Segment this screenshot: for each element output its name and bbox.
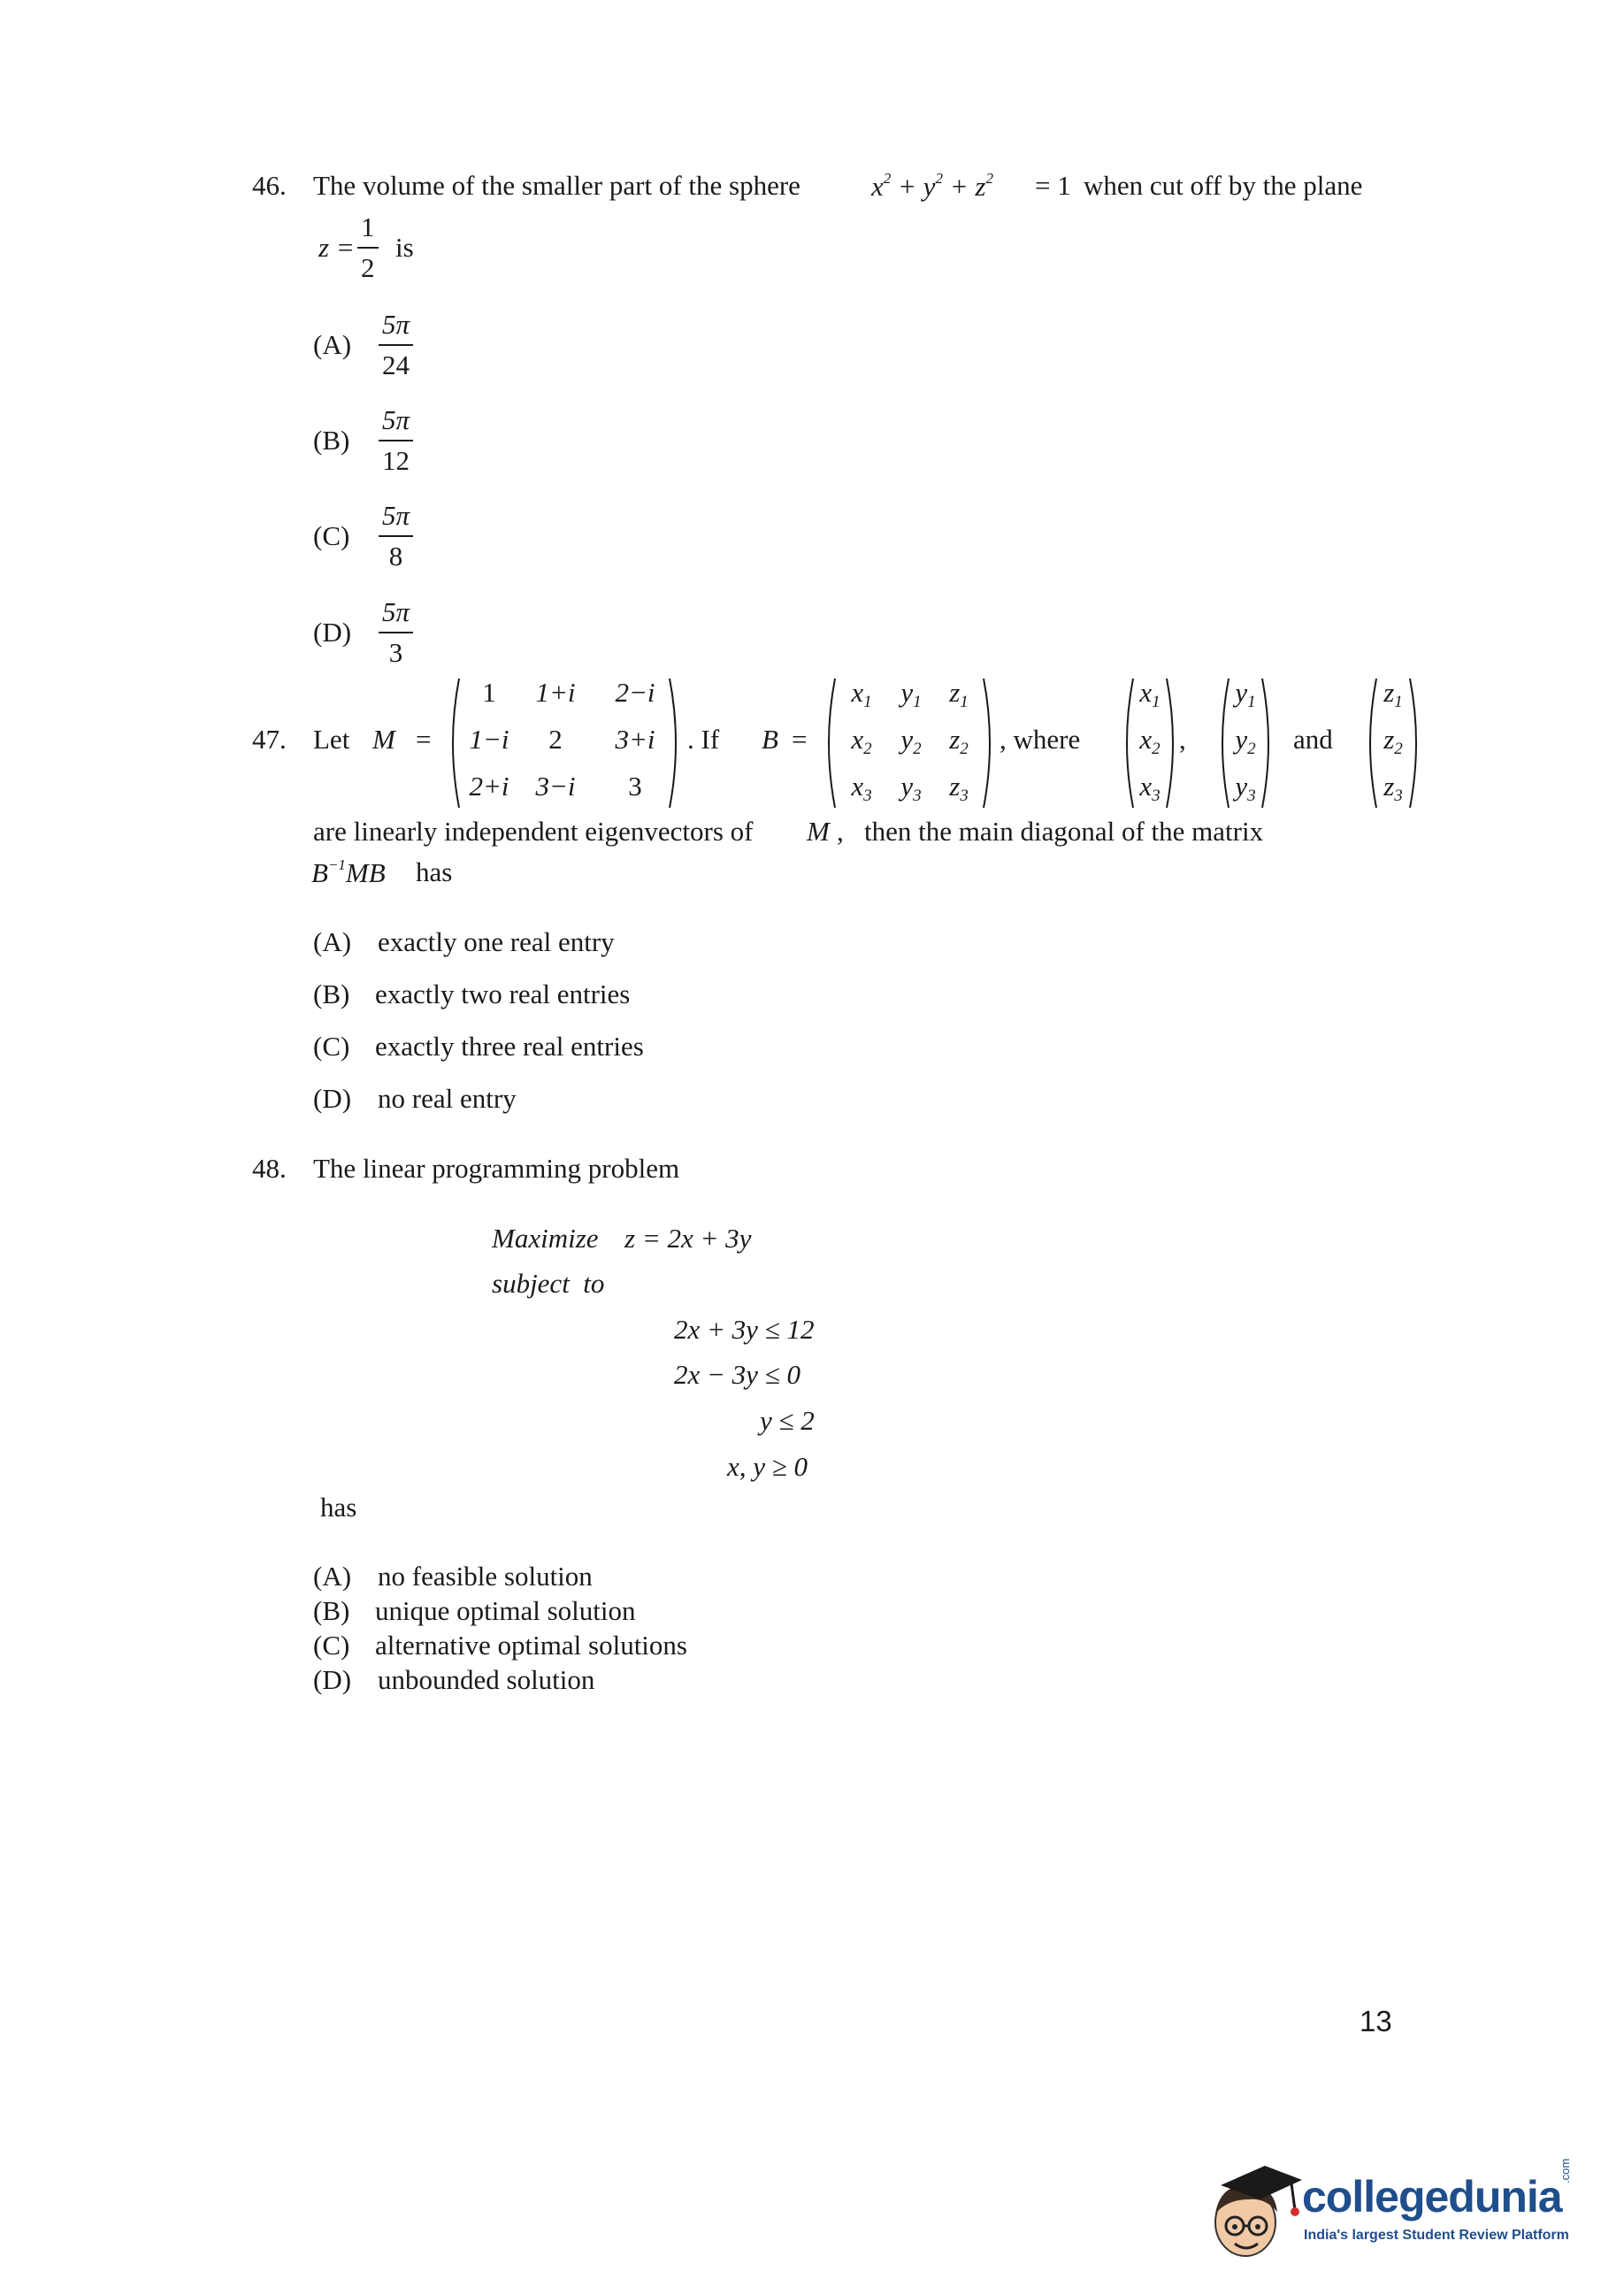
q46-sphere-equation: $x^2 + y^2 + z^2$ [871, 170, 993, 202]
cell-sub: 2 [1247, 740, 1256, 758]
q47-line2-a: are linearly independent eigenvectors of [313, 816, 754, 847]
q47-equals: = [416, 724, 432, 755]
logo-suffix: .com [1559, 2158, 1572, 2183]
option-label: (A) [313, 1561, 352, 1592]
cell-var: z [1383, 771, 1395, 802]
option-text: exactly two real entries [375, 978, 631, 1009]
q46-is: is [395, 232, 414, 263]
option-fraction [379, 498, 413, 574]
option-fraction [379, 403, 413, 479]
option-text: exactly three real entries [375, 1031, 644, 1062]
cell-var: x [851, 677, 864, 708]
cell-var: x [1139, 771, 1153, 802]
option-label: (A) [313, 926, 352, 957]
cell-var: y [1235, 677, 1248, 708]
q47-and: and [1293, 724, 1333, 755]
q47-period-if: . If [687, 724, 720, 755]
matrix-cell [837, 771, 886, 806]
q48-constraint: 2x + 3y ≤ 12 [674, 1314, 815, 1345]
q48-number: 48. [252, 1153, 287, 1184]
page-number: 13 [1360, 2005, 1392, 2037]
matrix-cell [934, 724, 984, 759]
cell-var: z [949, 724, 961, 755]
cell-sub: 2 [1152, 740, 1161, 758]
cell-sub: 1 [863, 693, 872, 711]
binv-sup: −1 [327, 856, 346, 873]
matrix-M [445, 677, 684, 810]
matrix-cell [837, 724, 886, 759]
cell-var: x [1139, 677, 1153, 708]
fraction-numerator: 1 [357, 210, 379, 249]
q47-comma: , [1179, 724, 1186, 755]
q46-text: The volume of the smaller part of the sphere [313, 170, 801, 201]
q47-line2-b: , then the main diagonal of the matrix [837, 816, 1264, 847]
option-text: no real entry [378, 1083, 517, 1114]
cell-sub: 2 [863, 740, 872, 758]
cell-var: y [900, 677, 914, 708]
q48-has: has [320, 1492, 357, 1523]
q48-constraint: 2x − 3y ≤ 0 [674, 1359, 801, 1390]
q48-objective: z = 2x + 3y [624, 1223, 752, 1254]
vector-cell [1220, 724, 1271, 759]
option-label: (D) [313, 1664, 352, 1695]
fraction-denominator: 8 [388, 541, 403, 572]
option-text: exactly one real entry [378, 926, 615, 957]
matrix-cell: 2−i [615, 677, 655, 708]
binv-MB: MB [345, 857, 386, 888]
left-paren [821, 677, 839, 810]
cell-sub: 1 [960, 693, 969, 711]
matrix-cell: 1+i [535, 677, 576, 708]
cell-var: y [1235, 771, 1248, 802]
option-label: (C) [313, 1630, 350, 1661]
cell-var: y [1235, 724, 1248, 755]
q47-B-symbol: B [762, 724, 778, 755]
cell-sub: 3 [1152, 787, 1161, 805]
q47-line2-M: M [807, 816, 830, 847]
q48-text: The linear programming problem [313, 1153, 680, 1184]
mascot-icon [1203, 2159, 1309, 2265]
q46-number: 46. [252, 170, 287, 201]
fraction-denominator: 24 [382, 349, 410, 380]
q46-plane-fraction [357, 210, 379, 286]
option-text: no feasible solution [378, 1561, 593, 1592]
matrix-cell [837, 677, 886, 712]
vector-z [1362, 677, 1424, 810]
cell-var: x [851, 771, 864, 802]
q47-binv-expression [311, 856, 386, 889]
option-text: unique optimal solution [375, 1595, 636, 1626]
binv-B: B [311, 857, 328, 888]
cell-sub: 3 [863, 787, 872, 805]
matrix-cell [886, 771, 936, 806]
q47-let: Let [313, 724, 350, 755]
q47-M-symbol: M [372, 724, 395, 755]
cell-sub: 3 [913, 787, 922, 805]
cell-sub: 1 [1152, 693, 1161, 711]
cell-var: y [900, 771, 914, 802]
vector-x [1119, 677, 1181, 810]
cell-sub: 3 [1394, 787, 1403, 805]
q47-number: 47. [252, 724, 287, 755]
cell-sub: 1 [913, 693, 922, 711]
cell-var: y [900, 724, 914, 755]
fraction-numerator: 5π [379, 307, 413, 346]
fraction-numerator: 5π [379, 403, 413, 441]
option-label: (C) [313, 520, 350, 551]
option-fraction [379, 595, 413, 671]
matrix-cell: 3+i [615, 724, 655, 755]
fraction-numerator: 5π [379, 498, 413, 537]
cell-var: x [1139, 724, 1153, 755]
option-label: (D) [313, 617, 352, 648]
matrix-cell [934, 677, 984, 712]
cell-sub: 2 [1394, 740, 1403, 758]
cell-sub: 3 [960, 787, 969, 805]
option-label: (C) [313, 1031, 350, 1062]
option-label: (A) [313, 329, 352, 360]
matrix-cell [934, 771, 984, 806]
vector-cell [1367, 771, 1419, 806]
cell-sub: 1 [1394, 693, 1403, 711]
vector-cell [1124, 677, 1176, 712]
logo-tagline: India's largest Student Review Platform [1304, 2228, 1569, 2243]
q48-subject-to: subject to [492, 1268, 605, 1299]
option-label: (D) [313, 1083, 352, 1114]
matrix-cell [886, 724, 936, 759]
q48-constraint: x, y ≥ 0 [727, 1451, 808, 1482]
logo-name: collegedunia [1302, 2172, 1562, 2221]
collegedunia-logo [1203, 2159, 1583, 2265]
q47-comma-where: , where [1000, 724, 1081, 755]
matrix-cell: 3−i [535, 771, 576, 802]
cell-sub: 1 [1247, 693, 1256, 711]
option-text: alternative optimal solutions [375, 1630, 687, 1661]
fraction-denominator: 12 [382, 445, 410, 476]
fraction-numerator: 5π [379, 595, 413, 633]
q46-equals-one: = 1 [1035, 170, 1071, 201]
q46-after-text: when cut off by the plane [1084, 170, 1363, 201]
vector-cell [1220, 771, 1271, 806]
vector-cell [1367, 677, 1419, 712]
option-text: unbounded solution [378, 1664, 595, 1695]
cell-var: z [949, 771, 961, 802]
q48-constraint: y ≤ 2 [760, 1405, 815, 1436]
q47-equals-b: = [792, 724, 808, 755]
cell-sub: 2 [913, 740, 922, 758]
cell-sub: 3 [1247, 787, 1256, 805]
matrix-cell: 1 [482, 677, 496, 708]
option-label: (B) [313, 1595, 350, 1626]
vector-cell [1124, 771, 1176, 806]
option-fraction [379, 307, 413, 383]
option-label: (B) [313, 425, 350, 456]
q46-z-label: z = [318, 232, 355, 263]
matrix-B [821, 677, 998, 810]
matrix-cell: 1−i [469, 724, 509, 755]
cell-var: z [1383, 724, 1395, 755]
fraction-denominator: 3 [388, 637, 403, 668]
q47-has: has [416, 856, 453, 887]
cell-var: z [949, 677, 961, 708]
vector-cell [1124, 724, 1176, 759]
cell-var: z [1383, 677, 1395, 708]
fraction-denominator: 2 [361, 252, 375, 283]
vector-y [1214, 677, 1276, 810]
vector-cell [1220, 677, 1271, 712]
vector-cell [1367, 724, 1419, 759]
cell-var: x [851, 724, 864, 755]
matrix-cell: 3 [628, 771, 642, 802]
matrix-cell: 2 [548, 724, 563, 755]
q48-maximize: Maximize [492, 1223, 599, 1254]
option-label: (B) [313, 978, 350, 1009]
matrix-cell: 2+i [469, 771, 509, 802]
matrix-cell [886, 677, 936, 712]
cell-sub: 2 [960, 740, 969, 758]
